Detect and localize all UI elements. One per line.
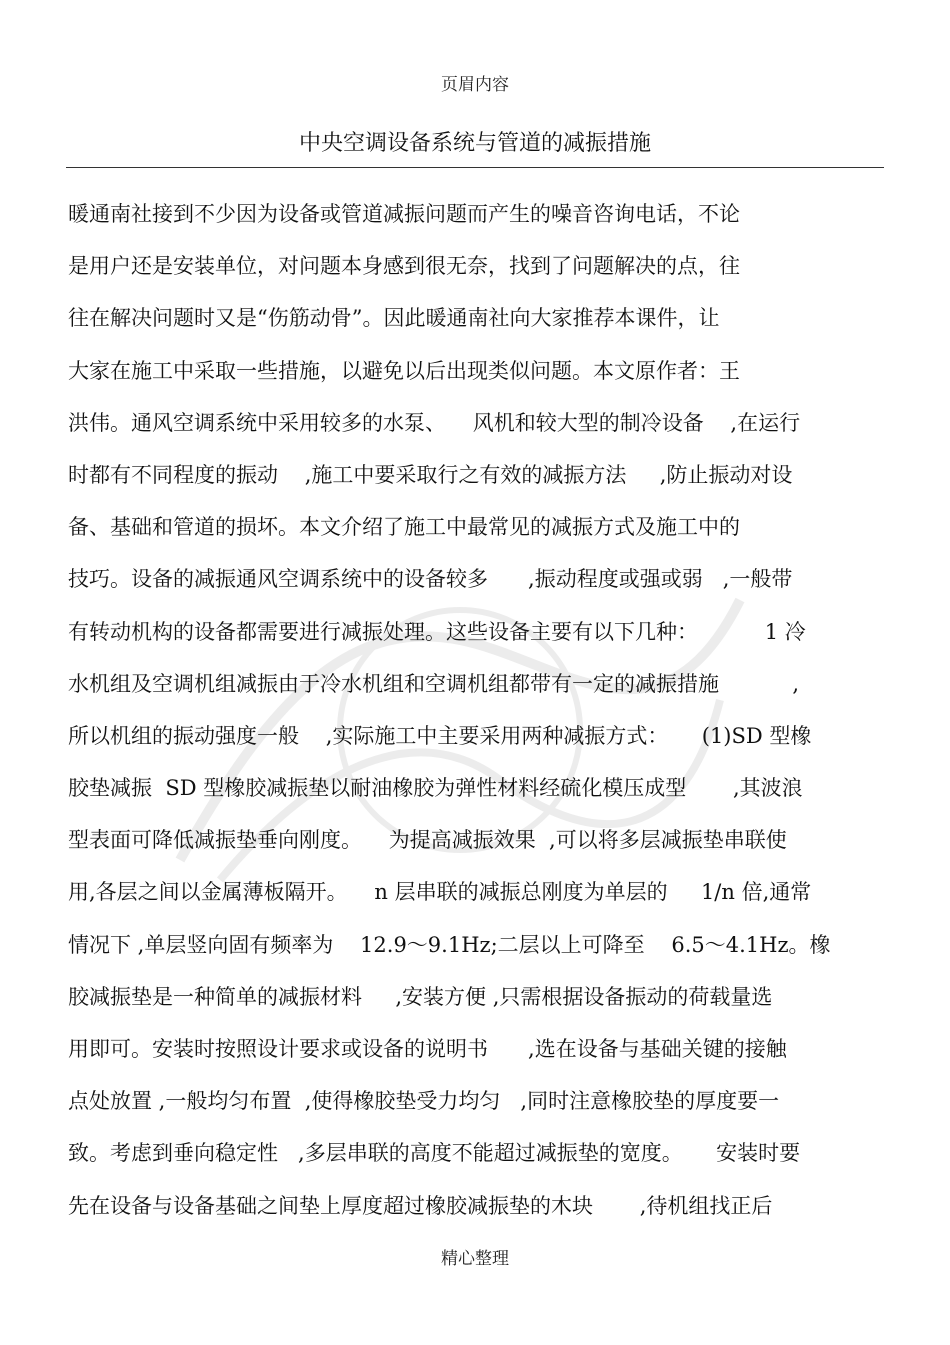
title-divider <box>66 167 884 168</box>
body-line: 是用户还是安装单位，对问题本身感到很无奈，找到了问题解决的点，往 <box>68 254 740 279</box>
body-line: 致。考虑到垂向稳定性 ,多层串联的高度不能超过减振垫的宽度。 安装时要 <box>68 1141 801 1166</box>
page-footer: 精心整理 <box>441 1249 509 1269</box>
body-line: 时都有不同程度的振动 ,施工中要采取行之有效的减振方法 ,防止振动对设 <box>68 462 793 487</box>
body-line: 胶减振垫是一种简单的减振材料 ,安装方便 ,只需根据设备振动的荷载量选 <box>68 984 773 1009</box>
body-line: 型表面可降低减振垫垂向刚度。 为提高减振效果 ,可以将多层减振垫串联使 <box>68 828 787 853</box>
body-line: 洪伟。通风空调系统中采用较多的水泵、 风机和较大型的制冷设备 ,在运行 <box>68 410 801 435</box>
body-line: 所以机组的振动强度一般 ,实际施工中主要采用两种减振方式： (1)SD 型橡 <box>68 723 812 748</box>
body-line: 用,各层之间以金属薄板隔开。 n 层串联的减振总刚度为单层的 1/n 倍,通常 <box>68 880 812 905</box>
body-line: 情况下 ,单层竖向固有频率为 12.9～9.1Hz;二层以上可降至 6.5～4.1Hz。橡 <box>68 932 831 957</box>
body-line: 水机组及空调机组减振由于冷水机组和空调机组都带有一定的减振措施 , <box>68 671 800 696</box>
body-line: 大家在施工中采取一些措施，以避免以后出现类似问题。本文原作者：王 <box>68 358 740 383</box>
body-line: 技巧。设备的减振通风空调系统中的设备较多 ,振动程度或强或弱 ,一般带 <box>68 567 793 592</box>
document-body <box>68 188 884 1232</box>
body-line: 有转动机构的设备都需要进行减振处理。这些设备主要有以下几种： 1 冷 <box>68 619 806 644</box>
body-line: 往在解决问题时又是“伤筋动骨”。因此暖通南社向大家推荐本课件，让 <box>68 306 720 331</box>
body-line: 用即可。安装时按照设计要求或设备的说明书 ,选在设备与基础关键的接触 <box>68 1037 787 1061</box>
body-line: 点处放置 ,一般均匀布置 ,使得橡胶垫受力均匀 ,同时注意橡胶垫的厚度要一 <box>68 1089 780 1114</box>
body-line: 先在设备与设备基础之间垫上厚度超过橡胶减振垫的木块 ,待机组找正后 <box>68 1193 773 1218</box>
page-header: 页眉内容 <box>441 75 509 95</box>
body-line: 胶垫减振 SD 型橡胶减振垫以耐油橡胶为弹性材料经硫化模压成型 ,其波浪 <box>68 776 803 801</box>
document-title: 中央空调设备系统与管道的减振措施 <box>298 131 651 156</box>
body-line: 暖通南社接到不少因为设备或管道减振问题而产生的噪音咨询电话，不论 <box>68 202 740 226</box>
body-line: 备、基础和管道的损坏。本文介绍了施工中最常见的减振方式及施工中的 <box>68 515 740 540</box>
